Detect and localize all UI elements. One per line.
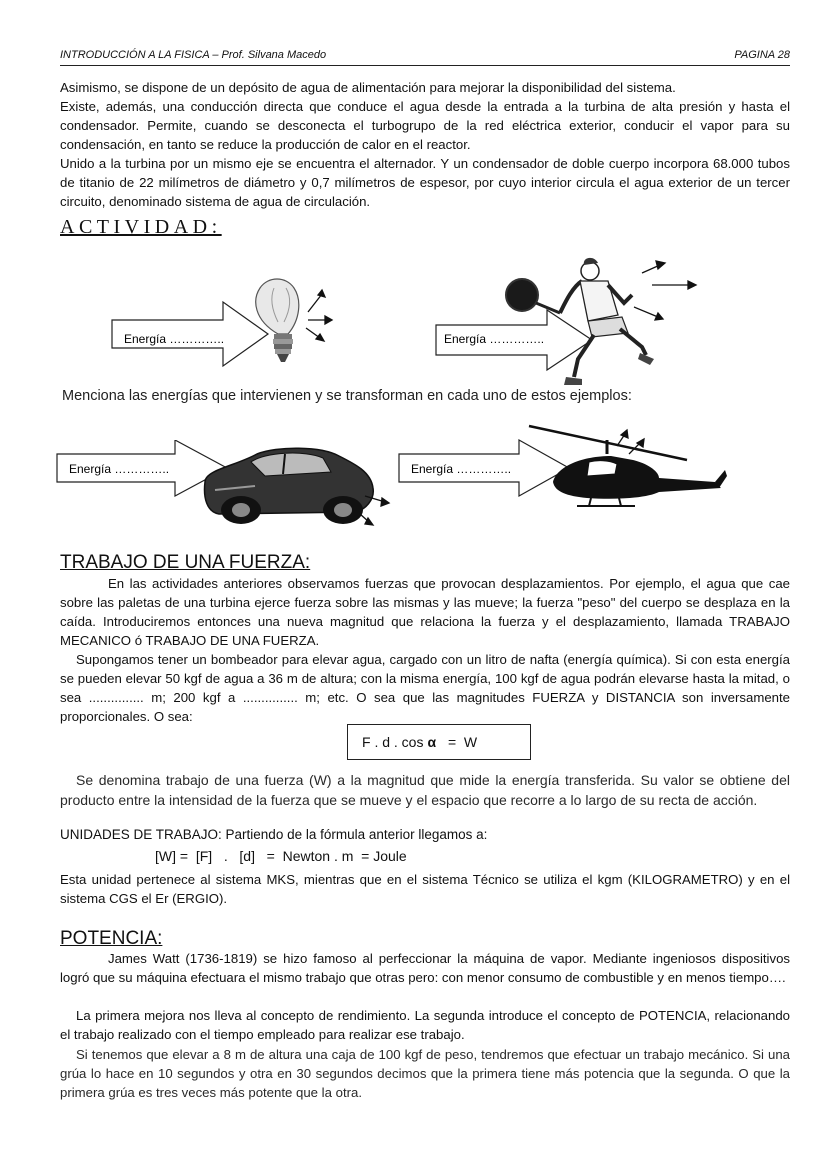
activity-instruction: Menciona las energías que intervienen y se transforman en cada uno de estos ejemplos: [62, 388, 632, 404]
trabajo-paragraph-4: Esta unidad pertenece al sistema MKS, mientras que en el sistema Técnico se utiliza el kgm (KILOGRAMETRO) y en el sistema CGS el Er (ERGIO). [60, 872, 790, 906]
page-number: PAGINA 28 [734, 49, 790, 61]
motion-arrows [634, 261, 696, 320]
figure-helicopter [397, 420, 729, 515]
section-title-potencia: POTENCIA: [60, 928, 163, 949]
header-title: INTRODUCCIÓN A LA FISICA – Prof. Silvana Macedo [60, 49, 327, 61]
figure-light-bulb [108, 272, 338, 376]
intro-paragraph-2: Existe, además, una conducción directa que conduce el agua desde la entrada a la turbina de alta presión y hasta el condensador. Permite, cuando se desconecta el turbogrupo de la red eléctrica exterior, conducir el vapor para su condensación, en tanto se reduce la producción de calor en el reactor. [60, 99, 790, 152]
page-header [60, 49, 790, 66]
trabajo-paragraph-1: En las actividades anteriores observamos fuerzas que provocan desplazamientos. Por ejemplo, el agua que cae sobre las paletas de una turbina ejerce fuerza sobre las mismas y las mueve; la fuerza "peso" del cuerpo se desplaza en la caída. Introduciremos entonces una nueva magnitud que relaciona la fuerza y el desplazamiento, llamada TRABAJO MECANICO ó TRABAJO DE UNA FUERZA. [60, 576, 790, 648]
potencia-paragraph-3: Si tenemos que elevar a 8 m de altura una caja de 100 kgf de peso, tendremos que efectuar un trabajo mecánico. Si una grúa lo hace en 10 segundos y otra en 30 segundos decimos que la primera tiene más potencia que la segunda. O que la primera grúa es tres veces más potente que la otra. [60, 1047, 790, 1100]
formula-left: F . d . cos [362, 734, 424, 750]
intro-paragraph-1: Asimismo, se dispone de un depósito de agua de alimentación para mejorar la disponibilidad del sistema. [60, 80, 676, 95]
energy-label-4: Energía ………….. [411, 462, 512, 476]
figure-car [55, 440, 395, 530]
potencia-paragraph-2: La primera mejora nos lleva al concepto de rendimiento. La segunda introduce el concepto de POTENCIA, relacionando el trabajo realizado con el tiempo empleado para realizar ese trabajo. [60, 1008, 790, 1042]
tennis-player-icon [506, 258, 654, 385]
formula-alpha: α [427, 734, 437, 750]
energy-label-2: Energía ………….. [444, 332, 545, 346]
radiation-arrows [306, 290, 332, 341]
activity-title: ACTIVIDAD: [60, 216, 222, 238]
figure-tennis-player [432, 255, 702, 387]
formula-right: = W [444, 734, 478, 750]
trabajo-paragraph-3: Se denomina trabajo de una fuerza (W) a la magnitud que mide la energía transferida. Su valor se obtiene del producto entre la intensidad de la fuerza que se mueve y el espacio que recorre a lo largo de su recta de acción. [60, 772, 790, 808]
units-title: UNIDADES DE TRABAJO: Partiendo de la fórmula anterior llegamos a: [60, 827, 488, 842]
light-bulb-icon [256, 279, 299, 362]
energy-label-3: Energía ………….. [69, 462, 170, 476]
trabajo-paragraph-2: Supongamos tener un bombeador para elevar agua, cargado con un litro de nafta (energía química). Si con esta energía se pueden elevar 50 kgf de agua a 36 m de altura; con la misma energía, 100 kgf de agua podrán elevarse hasta la mitad, o sea ............... m; 200 kgf a ............... m; etc. O sea que las magnitudes FUERZA y DISTANCIA son inversamente proporcionales. O sea: [60, 652, 790, 724]
energy-label-1: Energía ………….. [124, 332, 225, 346]
potencia-paragraph-1: James Watt (1736-1819) se hizo famoso al perfeccionar la máquina de vapor. Mediante ingeniosos dispositivos logró que su máquina efectuara el mismo trabajo que otras pero: con menor consumo de combustible y en menos tiempo…. [60, 951, 790, 985]
car-icon [205, 448, 374, 524]
work-formula-box [347, 724, 531, 760]
units-formula: [W] = [F] . [d] = Newton . m = Joule [155, 848, 407, 864]
intro-paragraph-3: Unido a la turbina por un mismo eje se encuentra el alternador. Y un condensador de doble cuerpo incorpora 68.000 tubos de titanio de 22 milímetros de diámetro y 0,7 milímetros de espesor, por cuyo interior circula el agua exterior de un tercer circuito, denominado sistema de agua de circulación. [60, 156, 790, 209]
section-title-trabajo: TRABAJO DE UNA FUERZA: [60, 552, 311, 573]
